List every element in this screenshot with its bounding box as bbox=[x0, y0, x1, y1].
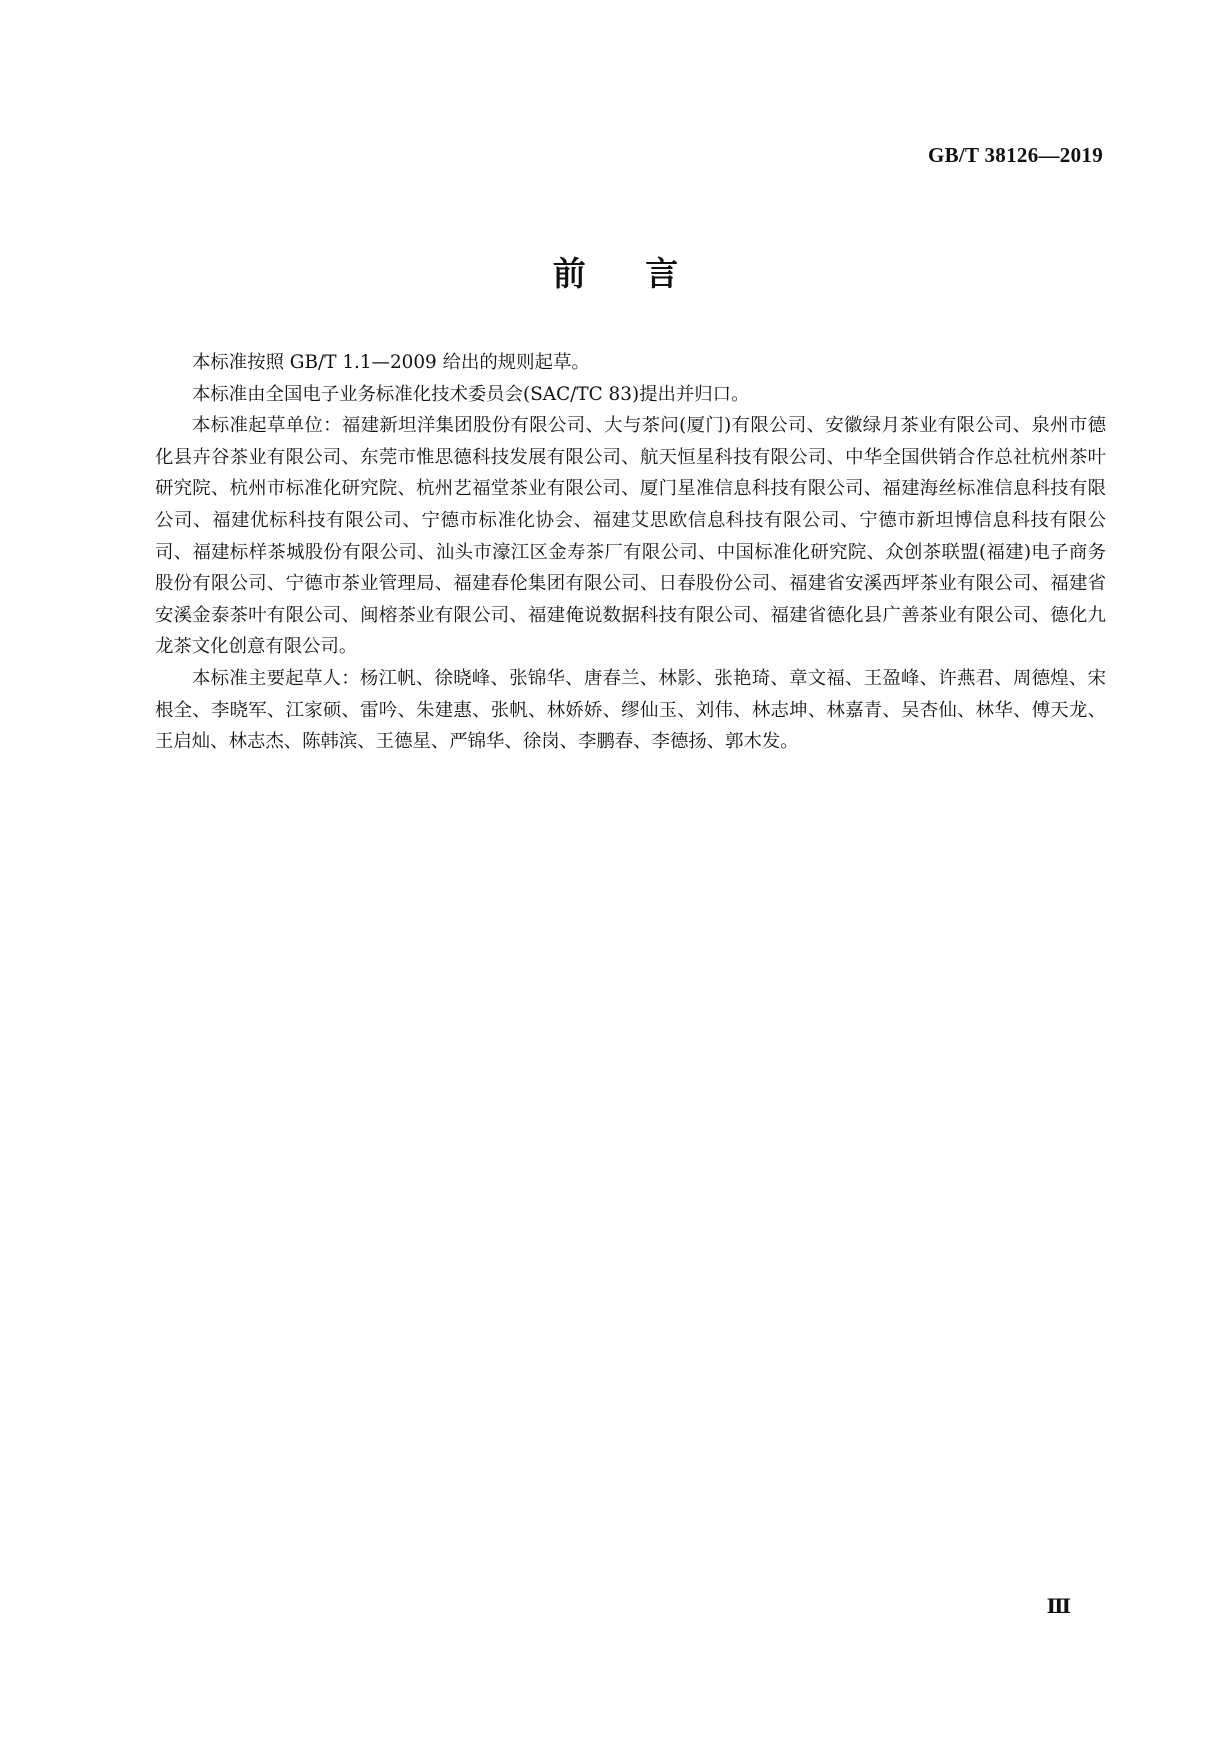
page-title: 前 言 bbox=[552, 254, 679, 293]
page-number: Ⅲ bbox=[1046, 1596, 1071, 1618]
standard-code: GB/T 38126—2019 bbox=[927, 143, 1103, 167]
proposer-paragraph: 本标准由全国电子业务标准化技术委员会(SAC/TC 83)提出并归口。 bbox=[192, 383, 750, 405]
drafting-rules-paragraph: 本标准按照 GB/T 1.1—2009 给出的规则起草。 bbox=[192, 352, 590, 373]
foreword-body bbox=[155, 347, 1106, 758]
drafting-units-paragraph: 本标准起草单位：福建新坦洋集团股份有限公司、大与茶问(厦门)有限公司、安徽绿月茶业有限公司、泉州市德化县卉谷茶业有限公司、东莞市惟思德科技发展有限公司、航天恒星科技有限公司、中华全国供销合作总社杭州茶叶研究院、杭州市标准化研究院、杭州艺福堂茶业有限公司、厦门星准信息科技有限公司、福建海丝标准信息科技有限公司、福建优标科技有限公司、宁德市标准化协会、福建艾思欧信息科技有限公司、宁德市新坦博信息科技有限公司、福建标样茶城股份有限公司、汕头市濠江区金寿茶厂有限公司、中国标准化研究院、众创茶联盟(福建)电子商务股份有限公司、宁德市茶业管理局、福建春伦集团有限公司、日春股份公司、福建省安溪西坪茶业有限公司、福建省安溪金泰茶叶有限公司、闽榕茶业有限公司、福建俺说数据科技有限公司、福建省德化县广善茶业有限公司、德化九龙茶文化创意有限公司。 bbox=[155, 415, 1106, 658]
drafters-paragraph: 本标准主要起草人：杨江帆、徐晓峰、张锦华、唐春兰、林影、张艳琦、章文福、王盈峰、许燕君、周德煌、宋根全、李晓军、江家硕、雷吟、朱建惠、张帆、林娇娇、缪仙玉、刘伟、林志坤、林嘉青、吴杏仙、林华、傅天龙、王启灿、林志杰、陈韩滨、王德星、严锦华、徐岗、李鹏春、李德扬、郭木发。 bbox=[155, 667, 1106, 753]
